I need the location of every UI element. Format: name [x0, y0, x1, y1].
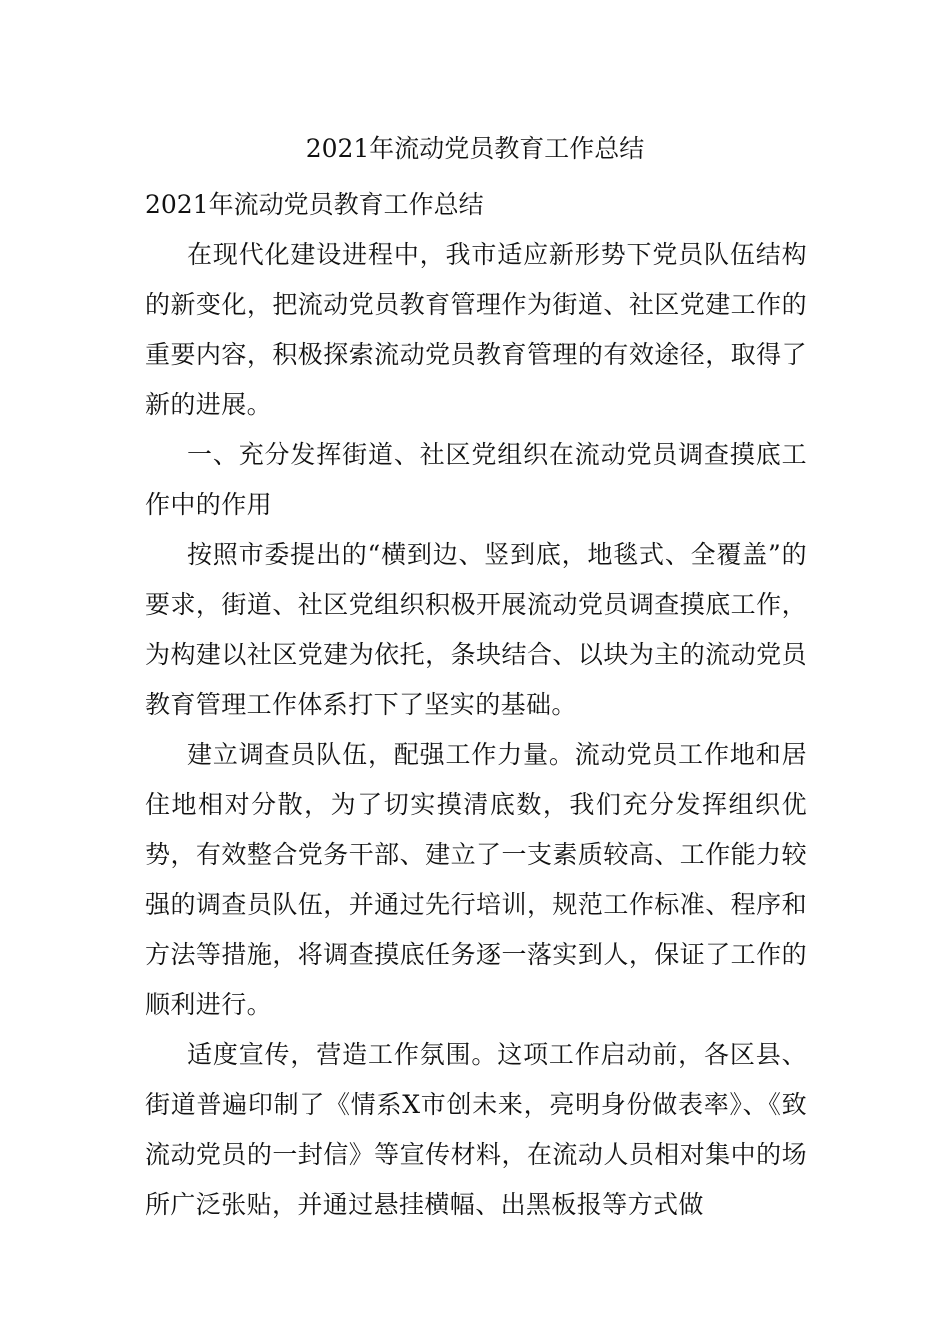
paragraph-investigators: 建立调查员队伍，配强工作力量。流动党员工作地和居住地相对分散，为了切实摸清底数，我们充分发挥组织优势，有效整合党务干部、建立了一支素质较高、工作能力较强的调查员队伍，并通过先行培训，规范工作标准、程序和方法等措施，将调查摸底任务逐一落实到人，保证了工作的顺利进行。 — [145, 740, 807, 1019]
document-subtitle: 2021年流动党员教育工作总结 — [145, 190, 484, 219]
document-body — [145, 180, 807, 1230]
paragraph-publicity: 适度宣传，营造工作氛围。这项工作启动前，各区县、街道普遍印制了《情系X市创未来，亮明身份做表率》、《致流动党员的一封信》等宣传材料，在流动人员相对集中的场所广泛张贴，并通过悬挂横幅、出黑板报等方式做 — [145, 1040, 807, 1219]
paragraph-intro: 在现代化建设进程中，我市适应新形势下党员队伍结构的新变化，把流动党员教育管理作为街道、社区党建工作的重要内容，积极探索流动党员教育管理的有效途径，取得了新的进展。 — [145, 240, 807, 419]
paragraph-requirements: 按照市委提出的“横到边、竖到底，地毯式、全覆盖”的要求，街道、社区党组织积极开展流动党员调查摸底工作，为构建以社区党建为依托，条块结合、以块为主的流动党员教育管理工作体系打下了坚实的基础。 — [145, 540, 807, 719]
document-title: 2021年流动党员教育工作总结 — [305, 134, 645, 163]
section-heading-1: 一、充分发挥街道、社区党组织在流动党员调查摸底工作中的作用 — [145, 440, 807, 519]
